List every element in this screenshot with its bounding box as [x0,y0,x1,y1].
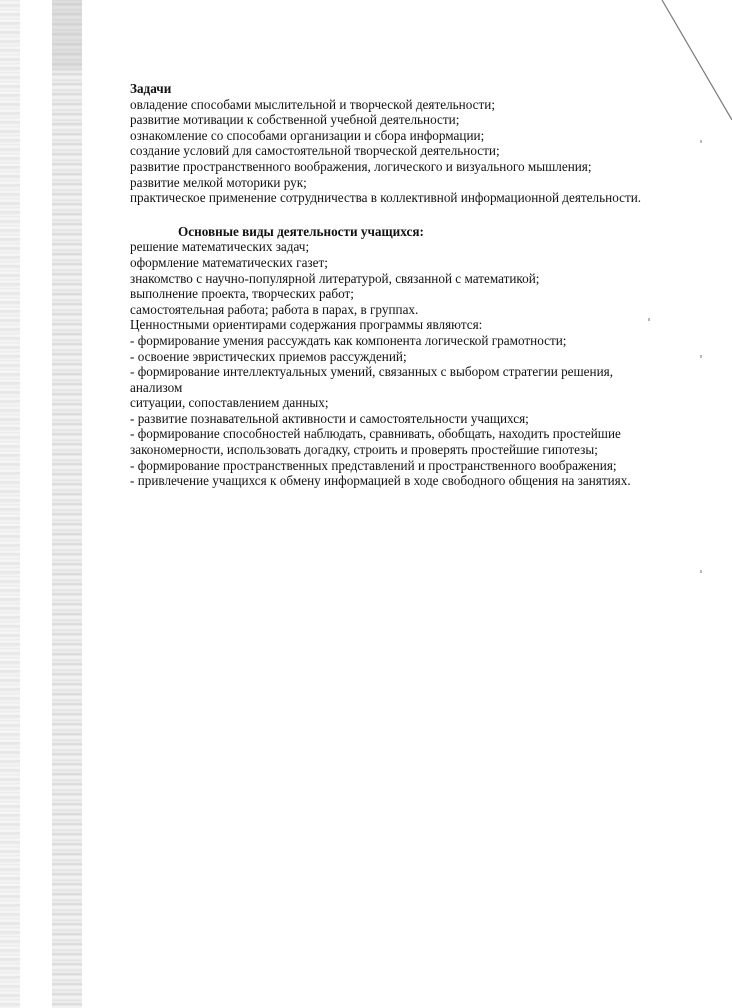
values-intro: Ценностными ориентирами содержания программы являются: [130,317,483,333]
activity-item: выполнение проекта, творческих работ; [130,286,354,302]
activities-heading: Основные виды деятельности учащихся: [178,223,424,239]
task-item: практическое применение сотрудничества в коллективной информационной деятельности. [130,190,642,206]
task-item: развитие мелкой моторики рук; [130,174,307,190]
value-item: - развитие познавательной активности и самостоятельности учащихся; [130,410,529,426]
scan-speck [700,570,702,573]
value-item: - формирование способностей наблюдать, сравнивать, обобщать, находить простейшие [130,426,621,442]
activity-item: самостоятельная работа; работа в парах, в группах. [130,301,419,317]
task-item: развитие мотивации к собственной учебной деятельности; [130,112,460,128]
section-gap [130,206,720,224]
activity-item: решение математических задач; [130,239,310,255]
activity-item: знакомство с научно-популярной литературой, связанной с математикой; [130,270,540,286]
value-item: - формирование умения рассуждать как компонента логической грамотности; [130,332,567,348]
task-item: развитие пространственного воображения, логического и визуального мышления; [130,158,592,174]
task-item: ознакомление со способами организации и сбора информации; [130,127,485,143]
value-item: - формирование пространственных представлений и пространственного воображения; [130,457,617,473]
value-item-continuation: анализом [130,379,183,395]
value-item-continuation: закономерности, использовать догадку, строить и проверять простейшие гипотезы; [130,442,598,458]
value-item: - привлечение учащихся к обмену информацией в ходе свободного общения на занятиях. [130,473,631,489]
value-item: - формирование интеллектуальных умений, связанных с выбором стратегии решения, [130,364,613,380]
binding-shadow [52,0,82,1008]
task-item: создание условий для самостоятельной творческой деятельности; [130,143,500,159]
tasks-heading: Задачи [130,81,172,96]
scan-edge-noise [0,0,20,1008]
value-item: - освоение эвристических приемов рассуждений; [130,348,407,364]
task-item: овладение способами мыслительной и творческой деятельности; [130,96,495,112]
document-body [130,81,720,489]
activity-item: оформление математических газет; [130,254,328,270]
value-item-continuation: ситуации, сопоставлением данных; [130,395,329,411]
